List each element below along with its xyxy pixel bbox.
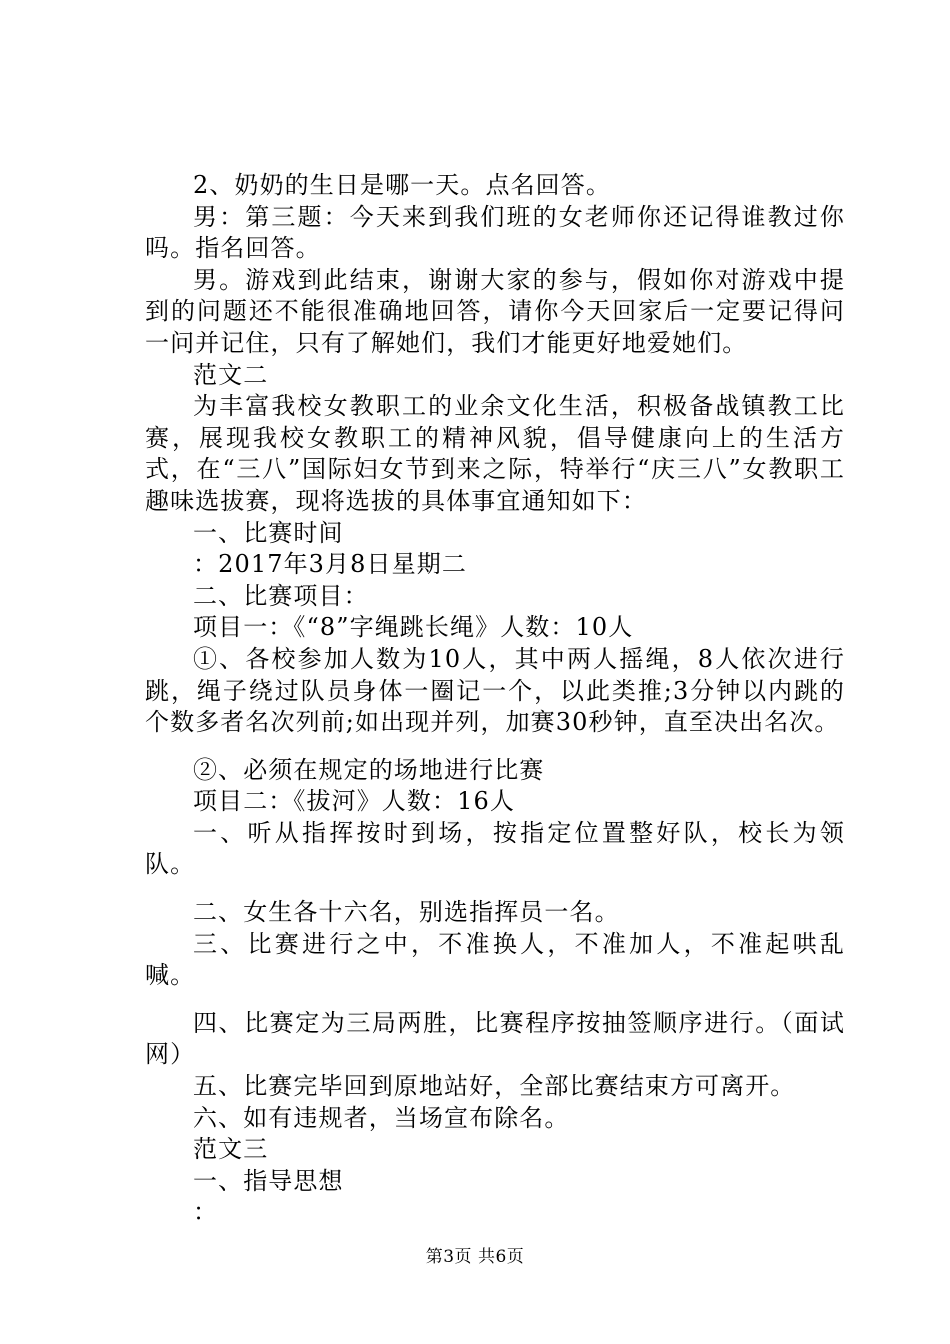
- paragraph-tug-rule-3: 三、比赛进行之中，不准换人，不准加人，不准起哄乱喊。: [145, 929, 845, 990]
- paragraph-tug-rule-1: 一、听从指挥按时到场，按指定位置整好队，校长为领队。: [145, 818, 845, 879]
- paragraph-event-one-rule-2: ②、必须在规定的场地进行比赛: [193, 755, 545, 784]
- paragraph-birthday-question: 2、奶奶的生日是哪一天。点名回答。: [193, 171, 611, 199]
- page-footer: [0, 1242, 950, 1267]
- paragraph-third-question: 男：第三题：今天来到我们班的女老师你还记得谁教过你吗。指名回答。: [145, 202, 845, 263]
- page-indicator: 第3页 共6页: [425, 1247, 525, 1267]
- paragraph-event-two: 项目二：《拔河》人数：16人: [193, 787, 515, 816]
- paragraph-tug-rule-4: 四、比赛定为三局两胜，比赛程序按抽签顺序进行。（面试网）: [145, 1008, 845, 1069]
- section-heading-sample-three: 范文三: [193, 1135, 269, 1164]
- paragraph-colon: ：: [193, 1198, 219, 1227]
- paragraph-tug-rule-2: 二、女生各十六名，别选指挥员一名。: [193, 898, 620, 927]
- document-body: [145, 170, 845, 1229]
- paragraph-event-one: 项目一：《“8”字绳跳长绳》人数：10人: [193, 613, 634, 642]
- paragraph-event-one-rule-1: ①、各校参加人数为10人，其中两人摇绳，8人依次进行跳，绳子绕过队员身体一圈记一个，以此类推;3分钟以内跳的个数多者名次列前;如出现并列，加赛30秒钟，直至决出名次。: [145, 644, 845, 737]
- section-heading-sample-two: 范文二: [193, 360, 269, 389]
- heading-guiding-ideology: 一、指导思想: [193, 1166, 344, 1195]
- paragraph-tug-rule-5: 五、比赛完毕回到原地站好，全部比赛结束方可离开。: [193, 1072, 796, 1101]
- paragraph-game-end: 男。游戏到此结束，谢谢大家的参与，假如你对游戏中提到的问题还不能很准确地回答，请你今天回家后一定要记得问一问并记住，只有了解她们，我们才能更好地爱她们。: [145, 265, 845, 357]
- heading-match-time: 一、比赛时间: [193, 518, 344, 547]
- paragraph-match-date: ：2017年3月8日星期二: [193, 550, 467, 579]
- paragraph-tug-rule-6: 六、如有违规者，当场宣布除名。: [193, 1103, 570, 1132]
- paragraph-notice-intro: 为丰富我校女教职工的业余文化生活，积极备战镇教工比赛，展现我校女教职工的精神风貌，倡导健康向上的生活方式，在“三八”国际妇女节到来之际，特举行“庆三八”女教职工趣味选拔赛，现将选拔的具体事宜通知如下：: [145, 392, 845, 515]
- heading-match-events: 二、比赛项目：: [193, 581, 369, 610]
